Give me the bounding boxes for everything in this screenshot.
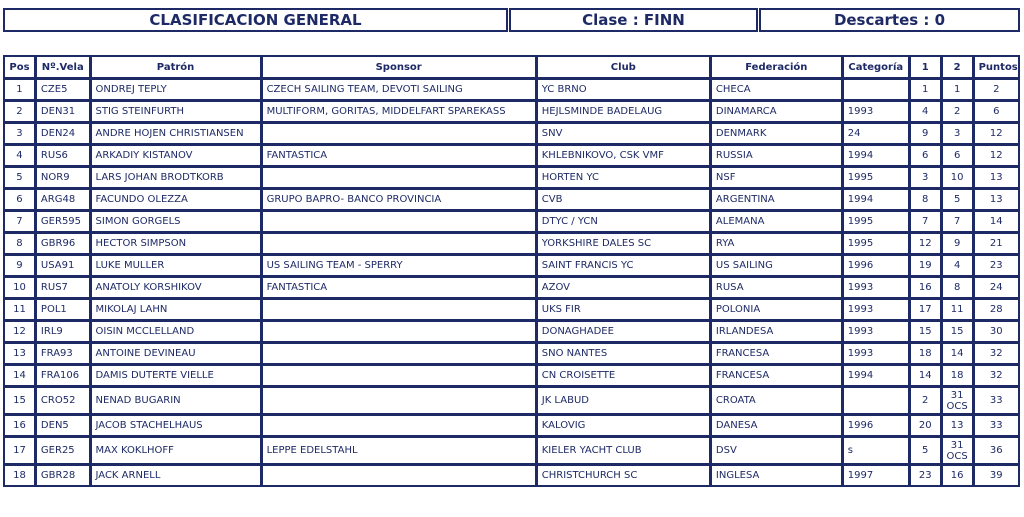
- cell-race-2: [942, 387, 973, 414]
- cell-race-1: 12: [910, 233, 941, 254]
- cell-puntos: 39: [974, 465, 1019, 486]
- table-row: [4, 255, 1019, 276]
- cell-federacion: INGLESA: [711, 465, 842, 486]
- cell-categoria: 1993: [843, 321, 909, 342]
- cell-club: DTYC / YCN: [537, 211, 710, 232]
- cell-federacion: POLONIA: [711, 299, 842, 320]
- race-2-code: OCS: [946, 450, 968, 462]
- cell-club: KALOVIG: [537, 415, 710, 436]
- cell-categoria: s: [843, 437, 909, 464]
- cell-pos: 6: [4, 189, 35, 210]
- cell-federacion: FRANCESA: [711, 343, 842, 364]
- cell-vela: RUS6: [36, 145, 90, 166]
- cell-vela: DEN24: [36, 123, 90, 144]
- cell-club: HORTEN YC: [537, 167, 710, 188]
- cell-sponsor: [262, 387, 536, 414]
- cell-categoria: 1993: [843, 277, 909, 298]
- cell-puntos: 33: [974, 387, 1019, 414]
- cell-race-2: 11: [942, 299, 973, 320]
- cell-pos: 13: [4, 343, 35, 364]
- cell-sponsor: GRUPO BAPRO- BANCO PROVINCIA: [262, 189, 536, 210]
- cell-patron: LUKE MULLER: [91, 255, 261, 276]
- cell-pos: 2: [4, 101, 35, 122]
- cell-patron: LARS JOHAN BRODTKORB: [91, 167, 261, 188]
- class-label: Clase : FINN: [582, 11, 685, 29]
- cell-race-2: 9: [942, 233, 973, 254]
- cell-pos: 14: [4, 365, 35, 386]
- cell-vela: DEN5: [36, 415, 90, 436]
- cell-vela: GER595: [36, 211, 90, 232]
- discards-box: [759, 8, 1020, 32]
- cell-race-2: 16: [942, 465, 973, 486]
- cell-vela: POL1: [36, 299, 90, 320]
- cell-sponsor: CZECH SAILING TEAM, DEVOTI SAILING: [262, 79, 536, 100]
- cell-federacion: DSV: [711, 437, 842, 464]
- cell-categoria: 1993: [843, 299, 909, 320]
- cell-race-1: 6: [910, 145, 941, 166]
- cell-club: CN CROISETTE: [537, 365, 710, 386]
- cell-patron: HECTOR SIMPSON: [91, 233, 261, 254]
- cell-race-2: 4: [942, 255, 973, 276]
- cell-race-2: 6: [942, 145, 973, 166]
- table-row: [4, 145, 1019, 166]
- cell-sponsor: FANTASTICA: [262, 145, 536, 166]
- cell-club: SNV: [537, 123, 710, 144]
- cell-club: KIELER YACHT CLUB: [537, 437, 710, 464]
- cell-vela: RUS7: [36, 277, 90, 298]
- cell-race-1: 3: [910, 167, 941, 188]
- cell-sponsor: [262, 299, 536, 320]
- cell-pos: 15: [4, 387, 35, 414]
- table-row: [4, 189, 1019, 210]
- cell-pos: 1: [4, 79, 35, 100]
- cell-vela: FRA106: [36, 365, 90, 386]
- cell-race-1: 23: [910, 465, 941, 486]
- cell-club: UKS FIR: [537, 299, 710, 320]
- cell-vela: GBR96: [36, 233, 90, 254]
- cell-vela: CRO52: [36, 387, 90, 414]
- cell-pos: 18: [4, 465, 35, 486]
- cell-federacion: RUSSIA: [711, 145, 842, 166]
- title-box: [3, 8, 508, 32]
- cell-race-1: 9: [910, 123, 941, 144]
- page-title: CLASIFICACION GENERAL: [149, 11, 362, 29]
- cell-categoria: 1993: [843, 343, 909, 364]
- cell-categoria: 1996: [843, 255, 909, 276]
- cell-puntos: 13: [974, 189, 1019, 210]
- cell-vela: IRL9: [36, 321, 90, 342]
- cell-vela: DEN31: [36, 101, 90, 122]
- cell-race-2: 15: [942, 321, 973, 342]
- cell-race-1: 8: [910, 189, 941, 210]
- cell-puntos: 2: [974, 79, 1019, 100]
- cell-race-2: 18: [942, 365, 973, 386]
- table-row: [4, 343, 1019, 364]
- table-row: [4, 79, 1019, 100]
- cell-sponsor: FANTASTICA: [262, 277, 536, 298]
- cell-patron: ANDRE HOJEN CHRISTIANSEN: [91, 123, 261, 144]
- cell-club: YC BRNO: [537, 79, 710, 100]
- cell-patron: JACK ARNELL: [91, 465, 261, 486]
- cell-race-2: [942, 437, 973, 464]
- race-2-score: 31: [950, 439, 964, 451]
- cell-patron: JACOB STACHELHAUS: [91, 415, 261, 436]
- cell-categoria: [843, 79, 909, 100]
- cell-puntos: 6: [974, 101, 1019, 122]
- cell-sponsor: [262, 123, 536, 144]
- cell-categoria: [843, 387, 909, 414]
- col-header-puntos: Puntos: [974, 56, 1019, 78]
- cell-puntos: 13: [974, 167, 1019, 188]
- cell-club: CHRISTCHURCH SC: [537, 465, 710, 486]
- cell-patron: ARKADIY KISTANOV: [91, 145, 261, 166]
- table-row: [4, 123, 1019, 144]
- cell-categoria: 1997: [843, 465, 909, 486]
- cell-sponsor: [262, 465, 536, 486]
- cell-categoria: 1994: [843, 365, 909, 386]
- cell-puntos: 28: [974, 299, 1019, 320]
- table-row: [4, 277, 1019, 298]
- cell-sponsor: [262, 167, 536, 188]
- cell-federacion: CHECA: [711, 79, 842, 100]
- cell-club: YORKSHIRE DALES SC: [537, 233, 710, 254]
- cell-sponsor: [262, 365, 536, 386]
- cell-puntos: 32: [974, 365, 1019, 386]
- cell-pos: 11: [4, 299, 35, 320]
- cell-race-1: 2: [910, 387, 941, 414]
- cell-club: SNO NANTES: [537, 343, 710, 364]
- cell-club: AZOV: [537, 277, 710, 298]
- cell-patron: NENAD BUGARIN: [91, 387, 261, 414]
- cell-club: KHLEBNIKOVO, CSK VMF: [537, 145, 710, 166]
- cell-federacion: RYA: [711, 233, 842, 254]
- cell-pos: 7: [4, 211, 35, 232]
- cell-vela: ARG48: [36, 189, 90, 210]
- cell-race-1: 4: [910, 101, 941, 122]
- cell-puntos: 24: [974, 277, 1019, 298]
- cell-pos: 4: [4, 145, 35, 166]
- cell-federacion: NSF: [711, 167, 842, 188]
- table-row: [4, 167, 1019, 188]
- cell-pos: 8: [4, 233, 35, 254]
- cell-puntos: 30: [974, 321, 1019, 342]
- race-2-code: OCS: [946, 400, 968, 412]
- cell-patron: FACUNDO OLEZZA: [91, 189, 261, 210]
- cell-vela: GER25: [36, 437, 90, 464]
- cell-vela: FRA93: [36, 343, 90, 364]
- cell-sponsor: [262, 343, 536, 364]
- col-header-pos: Pos: [4, 56, 35, 78]
- col-header-categoria: Categoría: [843, 56, 909, 78]
- cell-vela: NOR9: [36, 167, 90, 188]
- cell-race-1: 15: [910, 321, 941, 342]
- cell-pos: 9: [4, 255, 35, 276]
- col-header-vela: Nº.Vela: [36, 56, 90, 78]
- cell-federacion: US SAILING: [711, 255, 842, 276]
- cell-race-1: 17: [910, 299, 941, 320]
- table-row: [4, 465, 1019, 486]
- cell-categoria: 1994: [843, 189, 909, 210]
- table-row: [4, 233, 1019, 254]
- cell-vela: CZE5: [36, 79, 90, 100]
- cell-federacion: DINAMARCA: [711, 101, 842, 122]
- cell-federacion: IRLANDESA: [711, 321, 842, 342]
- cell-puntos: 32: [974, 343, 1019, 364]
- cell-sponsor: [262, 415, 536, 436]
- cell-race-2: 3: [942, 123, 973, 144]
- cell-race-2: 2: [942, 101, 973, 122]
- col-header-club: Club: [537, 56, 710, 78]
- cell-sponsor: MULTIFORM, GORITAS, MIDDELFART SPAREKASS: [262, 101, 536, 122]
- cell-categoria: 24: [843, 123, 909, 144]
- cell-race-1: 7: [910, 211, 941, 232]
- cell-patron: SIMON GORGELS: [91, 211, 261, 232]
- table-row: [4, 387, 1019, 414]
- cell-patron: MIKOLAJ LAHN: [91, 299, 261, 320]
- cell-pos: 17: [4, 437, 35, 464]
- cell-race-1: 16: [910, 277, 941, 298]
- cell-categoria: 1995: [843, 233, 909, 254]
- cell-patron: STIG STEINFURTH: [91, 101, 261, 122]
- table-row: [4, 211, 1019, 232]
- cell-puntos: 14: [974, 211, 1019, 232]
- col-header-race-2: 2: [942, 56, 973, 78]
- race-2-score: 31: [950, 389, 964, 401]
- cell-federacion: RUSA: [711, 277, 842, 298]
- cell-puntos: 33: [974, 415, 1019, 436]
- cell-federacion: DANESA: [711, 415, 842, 436]
- cell-sponsor: [262, 233, 536, 254]
- table-row: [4, 299, 1019, 320]
- cell-pos: 5: [4, 167, 35, 188]
- cell-patron: MAX KOKLHOFF: [91, 437, 261, 464]
- cell-puntos: 36: [974, 437, 1019, 464]
- cell-club: CVB: [537, 189, 710, 210]
- cell-patron: ONDREJ TEPLY: [91, 79, 261, 100]
- cell-pos: 10: [4, 277, 35, 298]
- cell-race-2: 14: [942, 343, 973, 364]
- table-row: [4, 437, 1019, 464]
- cell-club: SAINT FRANCIS YC: [537, 255, 710, 276]
- cell-federacion: ALEMANA: [711, 211, 842, 232]
- cell-vela: USA91: [36, 255, 90, 276]
- cell-sponsor: US SAILING TEAM - SPERRY: [262, 255, 536, 276]
- cell-race-2: 10: [942, 167, 973, 188]
- cell-race-2: 1: [942, 79, 973, 100]
- header-row: [4, 56, 1019, 78]
- cell-club: HEJLSMINDE BADELAUG: [537, 101, 710, 122]
- cell-categoria: 1994: [843, 145, 909, 166]
- cell-race-2: 8: [942, 277, 973, 298]
- cell-categoria: 1993: [843, 101, 909, 122]
- cell-club: DONAGHADEE: [537, 321, 710, 342]
- cell-puntos: 12: [974, 145, 1019, 166]
- table-row: [4, 101, 1019, 122]
- table-row: [4, 415, 1019, 436]
- cell-patron: ANATOLY KORSHIKOV: [91, 277, 261, 298]
- results-body: [4, 79, 1019, 486]
- cell-patron: OISIN MCCLELLAND: [91, 321, 261, 342]
- cell-categoria: 1995: [843, 211, 909, 232]
- cell-categoria: 1995: [843, 167, 909, 188]
- cell-race-1: 20: [910, 415, 941, 436]
- cell-pos: 3: [4, 123, 35, 144]
- cell-puntos: 12: [974, 123, 1019, 144]
- cell-categoria: 1996: [843, 415, 909, 436]
- class-box: [509, 8, 758, 32]
- cell-sponsor: LEPPE EDELSTAHL: [262, 437, 536, 464]
- results-table: [3, 55, 1020, 487]
- cell-puntos: 21: [974, 233, 1019, 254]
- cell-sponsor: [262, 211, 536, 232]
- cell-pos: 12: [4, 321, 35, 342]
- cell-federacion: CROATA: [711, 387, 842, 414]
- cell-club: JK LABUD: [537, 387, 710, 414]
- col-header-patron: Patrón: [91, 56, 261, 78]
- table-row: [4, 321, 1019, 342]
- col-header-race-1: 1: [910, 56, 941, 78]
- cell-sponsor: [262, 321, 536, 342]
- table-row: [4, 365, 1019, 386]
- cell-race-1: 14: [910, 365, 941, 386]
- cell-race-2: 5: [942, 189, 973, 210]
- col-header-sponsor: Sponsor: [262, 56, 536, 78]
- cell-race-1: 5: [910, 437, 941, 464]
- cell-federacion: FRANCESA: [711, 365, 842, 386]
- col-header-federacion: Federación: [711, 56, 842, 78]
- cell-race-2: 13: [942, 415, 973, 436]
- cell-patron: ANTOINE DEVINEAU: [91, 343, 261, 364]
- cell-federacion: DENMARK: [711, 123, 842, 144]
- cell-puntos: 23: [974, 255, 1019, 276]
- cell-race-1: 19: [910, 255, 941, 276]
- cell-vela: GBR28: [36, 465, 90, 486]
- cell-race-2: 7: [942, 211, 973, 232]
- cell-federacion: ARGENTINA: [711, 189, 842, 210]
- cell-pos: 16: [4, 415, 35, 436]
- cell-patron: DAMIS DUTERTE VIELLE: [91, 365, 261, 386]
- discards-label: Descartes : 0: [833, 11, 946, 29]
- cell-race-1: 18: [910, 343, 941, 364]
- cell-race-1: 1: [910, 79, 941, 100]
